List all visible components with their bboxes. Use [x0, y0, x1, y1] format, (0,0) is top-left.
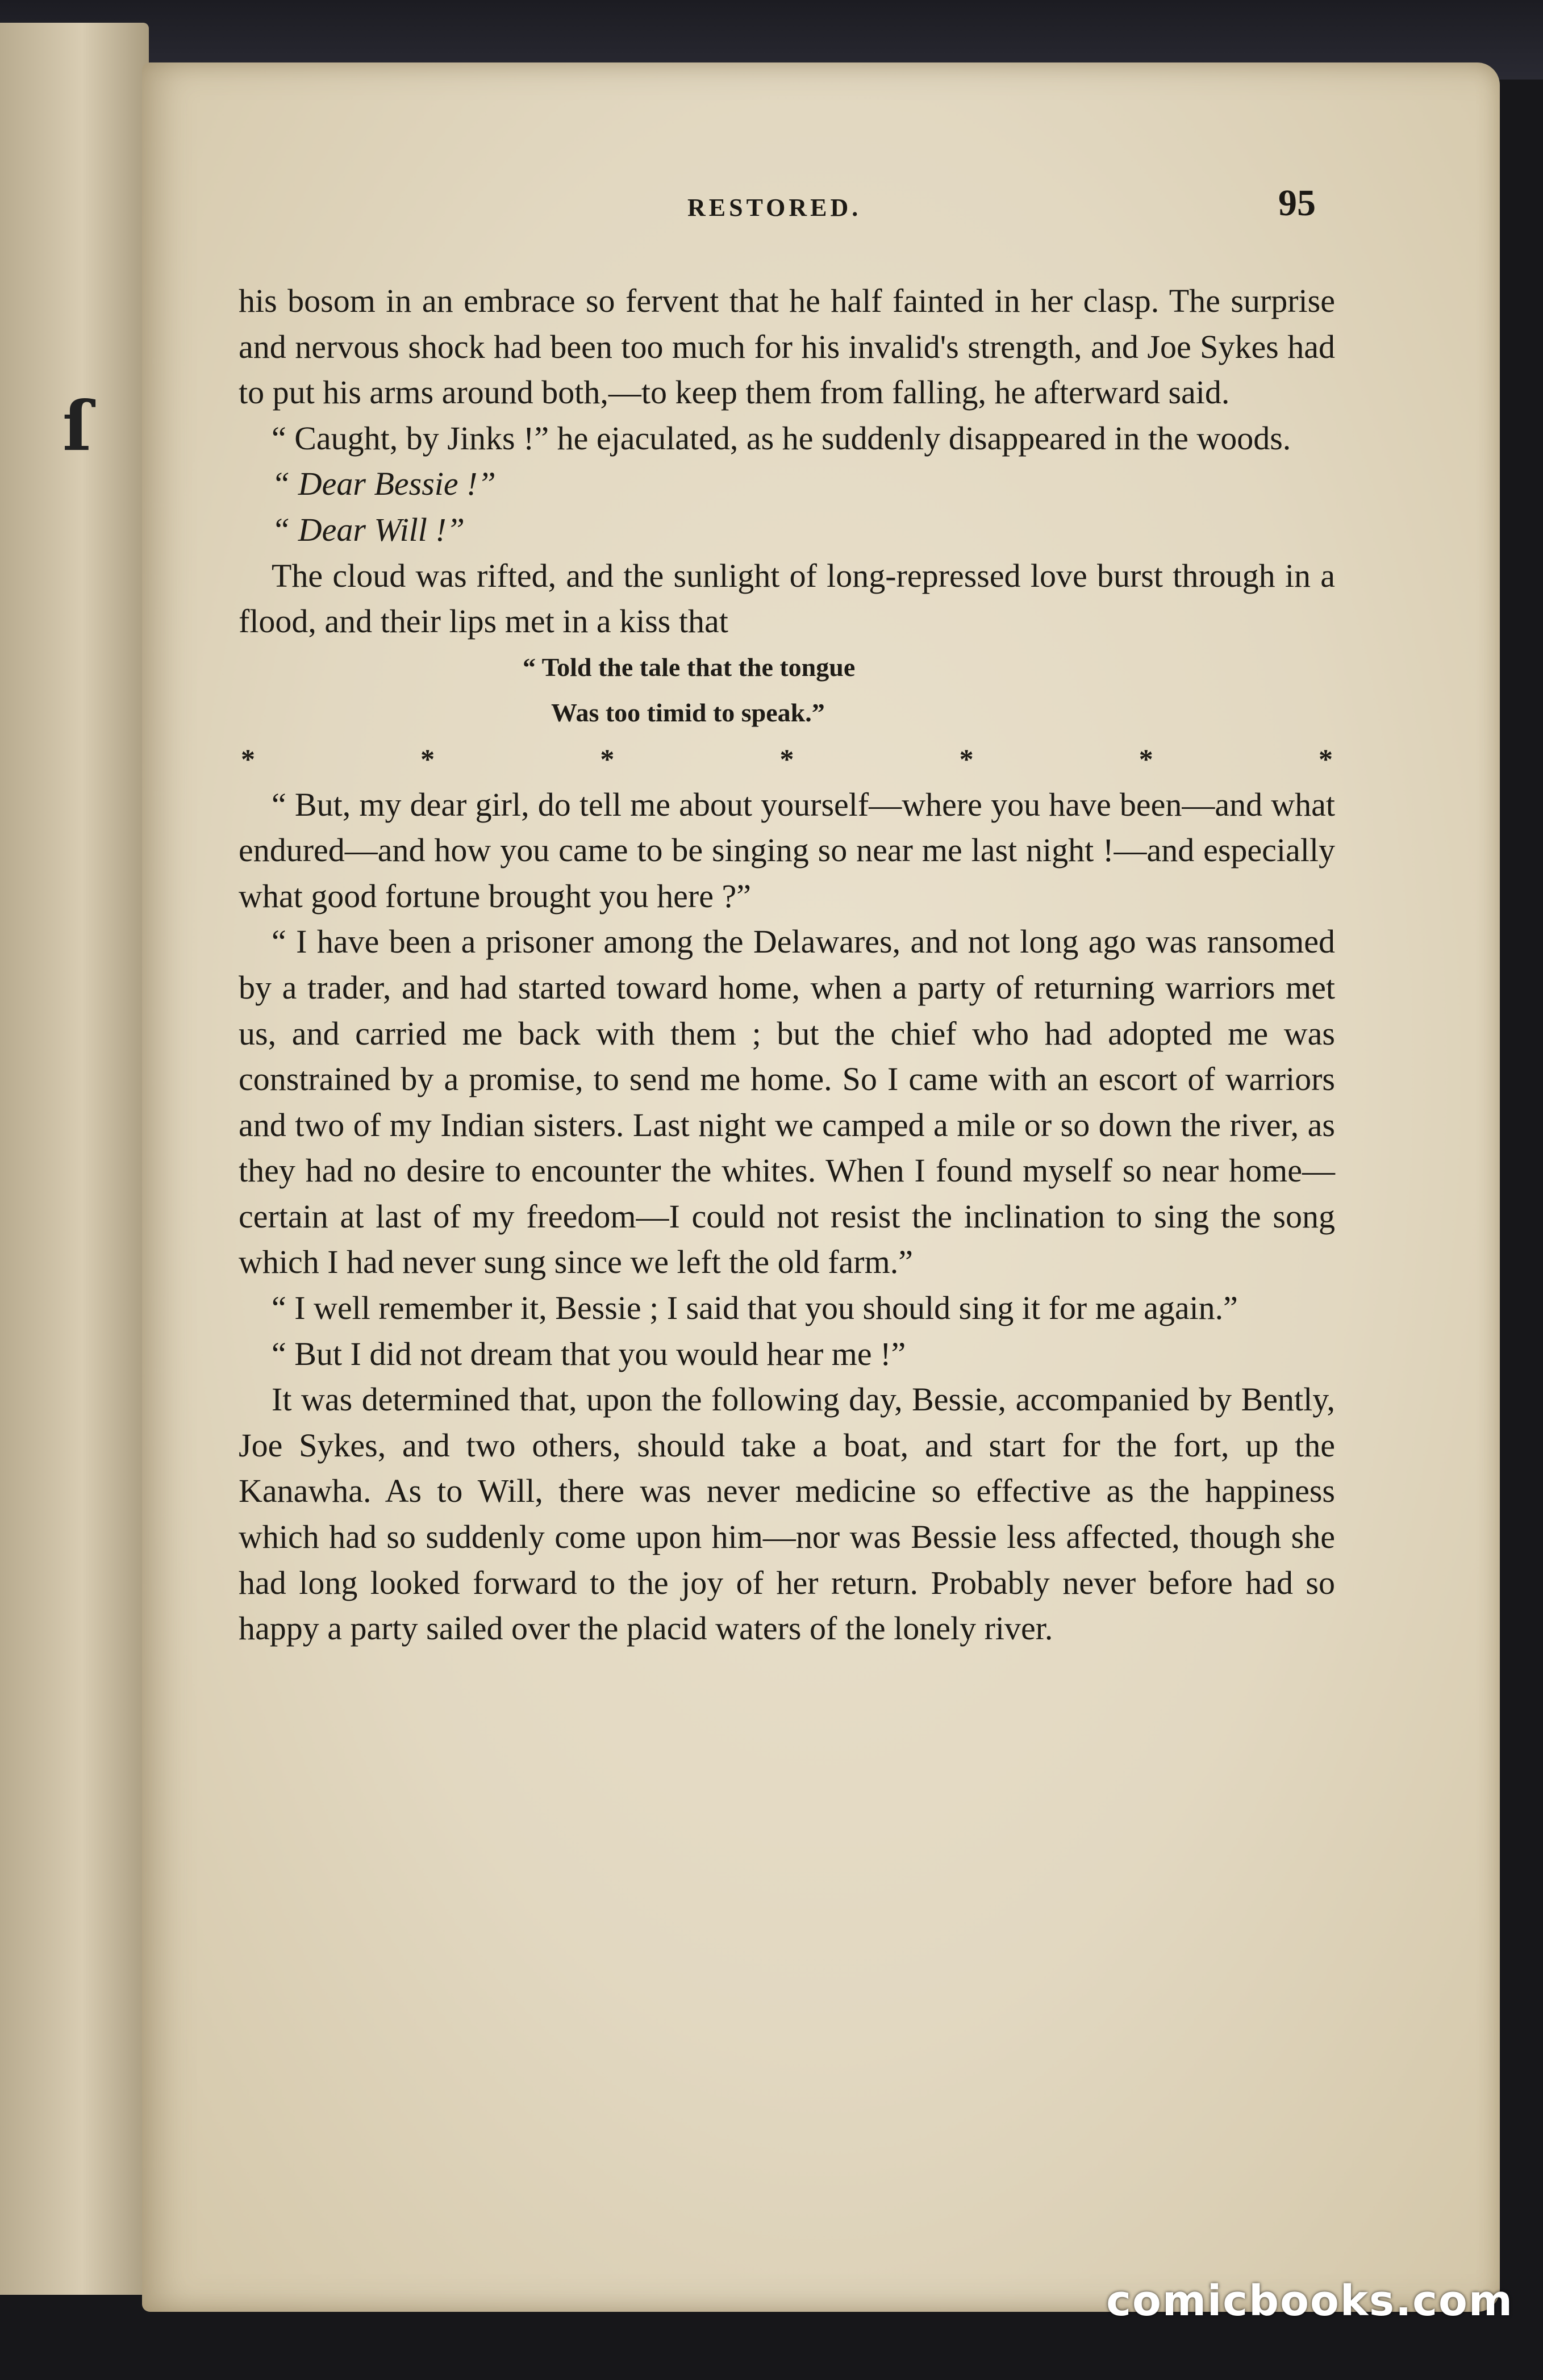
paragraph: “ I have been a prisoner among the Delawares, and not long ago was ransomed by a trader, and had started toward home, when a party of returning warriors met us, and carried me back with them ; but the chief who had adopted me was constrained by a promise, to send me home. So I came with an escort of warriors and two of my Indian sisters. Last night we camped a mile or so down the river, as they had no desire to encounter the whites. When I found myself so near home—certain at last of my freedom—I could not resist the inclination to sing the song which I had never sung since we left the old farm.”	[239, 923, 1335, 1281]
section-break-stars	[239, 736, 1335, 782]
dialogue-line: “ Dear Will !”	[272, 511, 465, 548]
facing-page-fragment: ſ	[62, 386, 92, 466]
dialogue-line: “ Dear Bessie !”	[272, 465, 496, 503]
page-body	[239, 278, 1335, 1652]
star-ornament: *	[959, 742, 974, 775]
page-header	[0, 182, 1543, 244]
star-ornament: *	[241, 742, 255, 775]
paragraph: It was determined that, upon the following day, Bessie, accompanied by Bently, Joe Sykes, and two others, should take a boat, and start for the fort, up the Kanawha. As to Will, there was never medicine so effective as the happiness which had so suddenly come upon him—nor was Bessie less affected, though she had long looked forward to the joy of her return. Probably never before had so happy a party sailed over the placid waters of the lonely river.	[239, 1381, 1335, 1647]
verse-line: “ Told the tale that the tongue	[523, 652, 856, 682]
paragraph: “ Caught, by Jinks !” he ejaculated, as he suddenly disappeared in the woods.	[272, 419, 1291, 457]
verse-quote	[239, 645, 1335, 736]
star-ornament: *	[420, 742, 435, 775]
facing-page-edge	[0, 23, 149, 2295]
star-ornament: *	[1139, 742, 1153, 775]
page-number: 95	[1278, 182, 1316, 224]
star-ornament: *	[779, 742, 794, 775]
star-ornament: *	[600, 742, 615, 775]
paragraph: The cloud was rifted, and the sunlight of long-repressed love burst through in a flood, and their lips met in a kiss that	[239, 557, 1335, 640]
verse-line: Was too timid to speak.”	[551, 698, 825, 728]
paragraph: “ I well remember it, Bessie ; I said that you should sing it for me again.”	[272, 1289, 1238, 1327]
paragraph: “ But, my dear girl, do tell me about yourself—where you have been—and what endured—and how you came to be singing so near me last night !—and especially what good fortune brought you here ?”	[239, 786, 1335, 915]
site-watermark: comicbooks.com	[1106, 2277, 1513, 2325]
paragraph: “ But I did not dream that you would hear me !”	[272, 1335, 906, 1372]
paragraph: his bosom in an embrace so fervent that he half fainted in her clasp. The surprise and nervous shock had been too much for his invalid's strength, and Joe Sykes had to put his arms around both,—to keep them from falling, he afterward said.	[239, 282, 1335, 411]
running-head: RESTORED.	[687, 194, 862, 222]
star-ornament: *	[1318, 742, 1333, 775]
